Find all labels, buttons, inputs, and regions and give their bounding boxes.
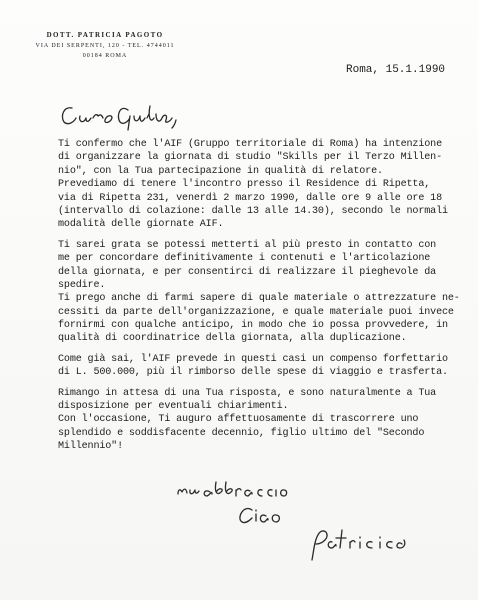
text-line: fornirmi con qualche anticipo, in modo che io possa provvedere, in xyxy=(58,320,448,332)
text-line: di L. 500.000, più il rimborso delle spese di viaggio e trasferta. xyxy=(58,367,448,379)
text-line: me per concordare definitivamente i contenuti e l'articolazione xyxy=(58,253,431,265)
text-line: via di Ripetta 231, venerdì 2 marzo 1990, dalle ore 9 alle ore 18 xyxy=(58,192,442,204)
text-line: Millennio"! xyxy=(58,441,123,453)
text-line: di organizzare la giornata di studio "Skills per il Terzo Millen- xyxy=(58,152,442,164)
text-line: disposizione per eventuali chiarimenti. xyxy=(58,401,289,413)
text-line: qualità di coordinatrice della giornata, alla duplicazione. xyxy=(58,333,407,345)
paragraph xyxy=(58,387,478,454)
text-line: Con l'occasione, Ti auguro affettuosamente di trascorrere uno xyxy=(58,414,419,426)
text-line: Prevediamo di tenere l'incontro presso il Residence di Ripetta, xyxy=(58,179,431,191)
letterhead-address: VIA DEI SERPENTI, 120 - TEL. 4744011 xyxy=(35,43,175,49)
text-line: splendido e soddisfacente decennio, figlio ultimo del "Secondo xyxy=(58,427,425,439)
text-line: nio", con la Tua partecipazione in qualità di relatore. xyxy=(58,165,383,177)
letter-body xyxy=(58,138,478,454)
text-line: Ti sarei grata se potessi metterti al più presto in contatto con xyxy=(58,239,437,251)
paragraph xyxy=(58,239,478,346)
text-line: spedire. xyxy=(58,279,106,291)
letterhead-city: 00184 ROMA xyxy=(82,53,128,59)
text-line: Ti confermo che l'AIF (Gruppo territoriale di Roma) ha intenzione xyxy=(58,139,442,150)
paragraph xyxy=(58,138,478,232)
text-line: Come già sai, l'AIF prevede in questi casi un compenso forfettario xyxy=(58,353,448,365)
text-line: (intervallo di colazione: dalle 13 alle 14.30), secondo le normali xyxy=(58,205,448,217)
paragraph-gap xyxy=(58,380,478,387)
text-line: della giornata, e per consentirci di realizzare il pieghevole da xyxy=(58,266,437,278)
letterhead xyxy=(30,30,180,61)
signature xyxy=(312,530,405,560)
text-line: cessiti da parte dell'organizzazione, e quale materiale puoi invece xyxy=(58,306,454,318)
closing-un-abbraccio xyxy=(178,482,287,496)
paragraph-gap xyxy=(58,232,478,239)
text-line: Ti prego anche di farmi sapere di quale materiale o attrezzature ne- xyxy=(58,293,460,305)
closing-ciao xyxy=(240,509,279,523)
handwritten-salutation xyxy=(58,96,228,132)
letter-date: Roma, 15.1.1990 xyxy=(346,64,446,76)
paragraph xyxy=(58,353,478,380)
paragraph-gap xyxy=(58,346,478,353)
letterhead-name: DOTT. PATRICIA PAGOTO xyxy=(46,31,164,39)
text-line: Rimango in attesa di una Tua risposta, e sono naturalmente a Tua xyxy=(58,387,437,399)
text-line: modalità delle giornate AIF. xyxy=(58,219,224,231)
